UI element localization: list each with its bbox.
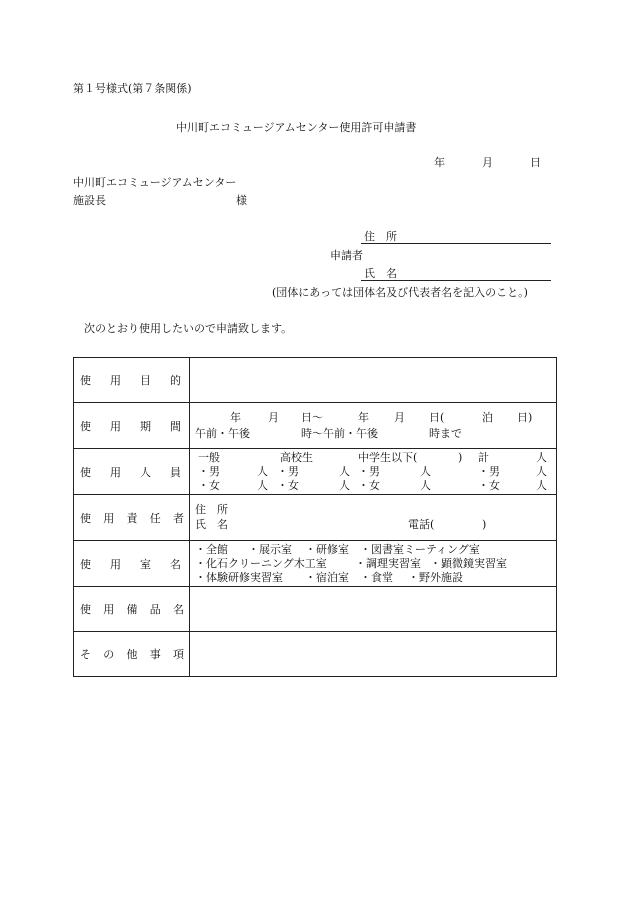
- form-text: 電話(: [408, 518, 435, 531]
- form-text: ): [458, 451, 463, 464]
- row-other: [74, 632, 557, 677]
- form-text: ・展示室: [248, 543, 292, 556]
- form-text: 使: [80, 419, 91, 433]
- row-period: [74, 403, 557, 449]
- form-text: ・男: [358, 465, 380, 478]
- name-underline[interactable]: [361, 280, 551, 281]
- form-text: 的: [170, 374, 181, 387]
- form-text: 用: [110, 419, 121, 433]
- applicant-label: 申請者: [330, 249, 363, 262]
- form-text: ・全館: [195, 543, 228, 556]
- form-text: ・野外施設: [408, 571, 463, 584]
- form-text: 一般: [198, 451, 220, 464]
- people-field[interactable]: [190, 449, 557, 495]
- equipment-field[interactable]: [190, 587, 557, 632]
- row-label-responsible: [74, 495, 190, 541]
- form-text: 人: [536, 465, 547, 478]
- form-text: ): [482, 518, 487, 531]
- form-text: ・食堂: [360, 571, 393, 584]
- form-text: ・男: [478, 465, 500, 478]
- rooms-field[interactable]: [190, 541, 557, 587]
- form-text: 者: [173, 511, 184, 525]
- form-text: 使: [80, 374, 91, 387]
- form-text: 期: [140, 419, 151, 433]
- form-text: 使: [80, 603, 91, 616]
- row-label-period: [74, 403, 190, 449]
- form-text: ・女: [198, 479, 220, 492]
- form-text: 責: [126, 511, 138, 525]
- row-equipment: [74, 587, 557, 632]
- intro-text: 次のとおり使用したいので申請致します。: [84, 322, 293, 335]
- form-text: の: [103, 648, 115, 661]
- form-text: 使: [80, 557, 91, 571]
- purpose-field[interactable]: [190, 358, 557, 403]
- address-underline[interactable]: [361, 243, 551, 244]
- applicant-note: (団体にあっては団体名及び代表者名を記入のこと。): [272, 286, 528, 299]
- row-purpose: [74, 358, 557, 403]
- form-text: 人: [536, 479, 547, 492]
- form-text: 人: [339, 465, 350, 478]
- form-text: 事: [149, 648, 161, 661]
- form-text: ・男: [277, 465, 299, 478]
- form-text: ・男: [198, 465, 220, 478]
- form-text: 月: [394, 411, 405, 424]
- form-text: 用: [103, 603, 115, 616]
- form-text: ・女: [358, 479, 380, 492]
- form-text: 時〜午前・午後: [301, 427, 378, 440]
- form-text: ・調理実習室: [355, 557, 421, 570]
- form-text: 目: [140, 374, 151, 387]
- form-text: 人: [420, 479, 431, 492]
- row-label-other: [74, 632, 190, 677]
- form-text: 使: [80, 511, 91, 525]
- form-text: 日): [517, 411, 533, 424]
- form-text: 用: [110, 465, 121, 479]
- form-text: 用: [110, 374, 121, 387]
- form-text: ・化石クリーニング木工室: [195, 557, 327, 570]
- form-text: 用: [110, 557, 121, 571]
- form-text: ・女: [277, 479, 299, 492]
- form-text: 日〜: [301, 411, 323, 424]
- form-text: 名: [170, 557, 181, 571]
- period-field[interactable]: [190, 403, 557, 449]
- form-text: 項: [173, 648, 184, 661]
- other-field[interactable]: [190, 632, 557, 677]
- row-label-purpose: [74, 358, 190, 403]
- form-text: 人: [339, 479, 350, 492]
- form-text: 人: [536, 451, 547, 464]
- form-text: ・宿泊室: [305, 571, 349, 584]
- row-people: [74, 449, 557, 495]
- form-text: 人: [140, 465, 151, 479]
- addressee-org: 中川町エコミュージアムセンター: [73, 176, 237, 189]
- form-text: 使: [80, 465, 91, 479]
- form-text: ・研修室: [305, 543, 349, 556]
- row-label-equipment: [74, 587, 190, 632]
- form-text: ・図書室ミーティング室: [360, 543, 480, 556]
- form-text: 月: [268, 411, 279, 424]
- form-text: 品: [149, 603, 161, 616]
- form-text: 年: [230, 411, 241, 424]
- applicant-address-label: 住 所: [364, 230, 397, 243]
- form-text: 人: [257, 465, 268, 478]
- date-month: 月: [482, 156, 493, 169]
- form-text: 室: [140, 557, 151, 571]
- form-text: 名: [173, 603, 184, 616]
- form-text: 員: [170, 465, 181, 479]
- form-text: 氏 名: [195, 518, 228, 531]
- form-text: 日(: [429, 411, 445, 424]
- form-text: 人: [257, 479, 268, 492]
- application-table: [73, 357, 557, 677]
- date-year: 年: [434, 156, 445, 169]
- form-text: そ: [80, 648, 91, 661]
- applicant-name-label: 氏 名: [364, 267, 397, 280]
- form-text: 任: [149, 511, 161, 525]
- addressee-honorific: 様: [236, 194, 247, 207]
- form-text: ・女: [478, 479, 500, 492]
- form-text: 年: [358, 411, 369, 424]
- form-text: 中学生以下(: [358, 451, 418, 464]
- row-responsible: [74, 495, 557, 541]
- form-text: 人: [420, 465, 431, 478]
- date-day: 日: [530, 156, 541, 169]
- form-text: 備: [126, 603, 138, 616]
- form-number: 第１号様式(第７条関係): [73, 82, 192, 95]
- row-rooms: [74, 541, 557, 587]
- form-text: 住 所: [195, 503, 228, 516]
- form-text: 計: [478, 451, 489, 464]
- document-title: 中川町エコミュージアムセンター使用許可申請書: [176, 121, 417, 134]
- form-text: 時まで: [429, 427, 462, 440]
- responsible-field[interactable]: [190, 495, 557, 541]
- form-text: 用: [103, 511, 115, 525]
- form-text: 間: [170, 419, 181, 433]
- form-text: 他: [126, 648, 138, 661]
- row-label-rooms: [74, 541, 190, 587]
- row-label-people: [74, 449, 190, 495]
- form-text: ・顕微鏡実習室: [430, 557, 507, 570]
- form-text: ・体験研修実習室: [195, 571, 283, 584]
- form-text: 高校生: [280, 451, 313, 464]
- form-text: 午前・午後: [195, 427, 250, 440]
- form-text: 泊: [482, 411, 493, 424]
- addressee-title: 施設長: [73, 194, 106, 207]
